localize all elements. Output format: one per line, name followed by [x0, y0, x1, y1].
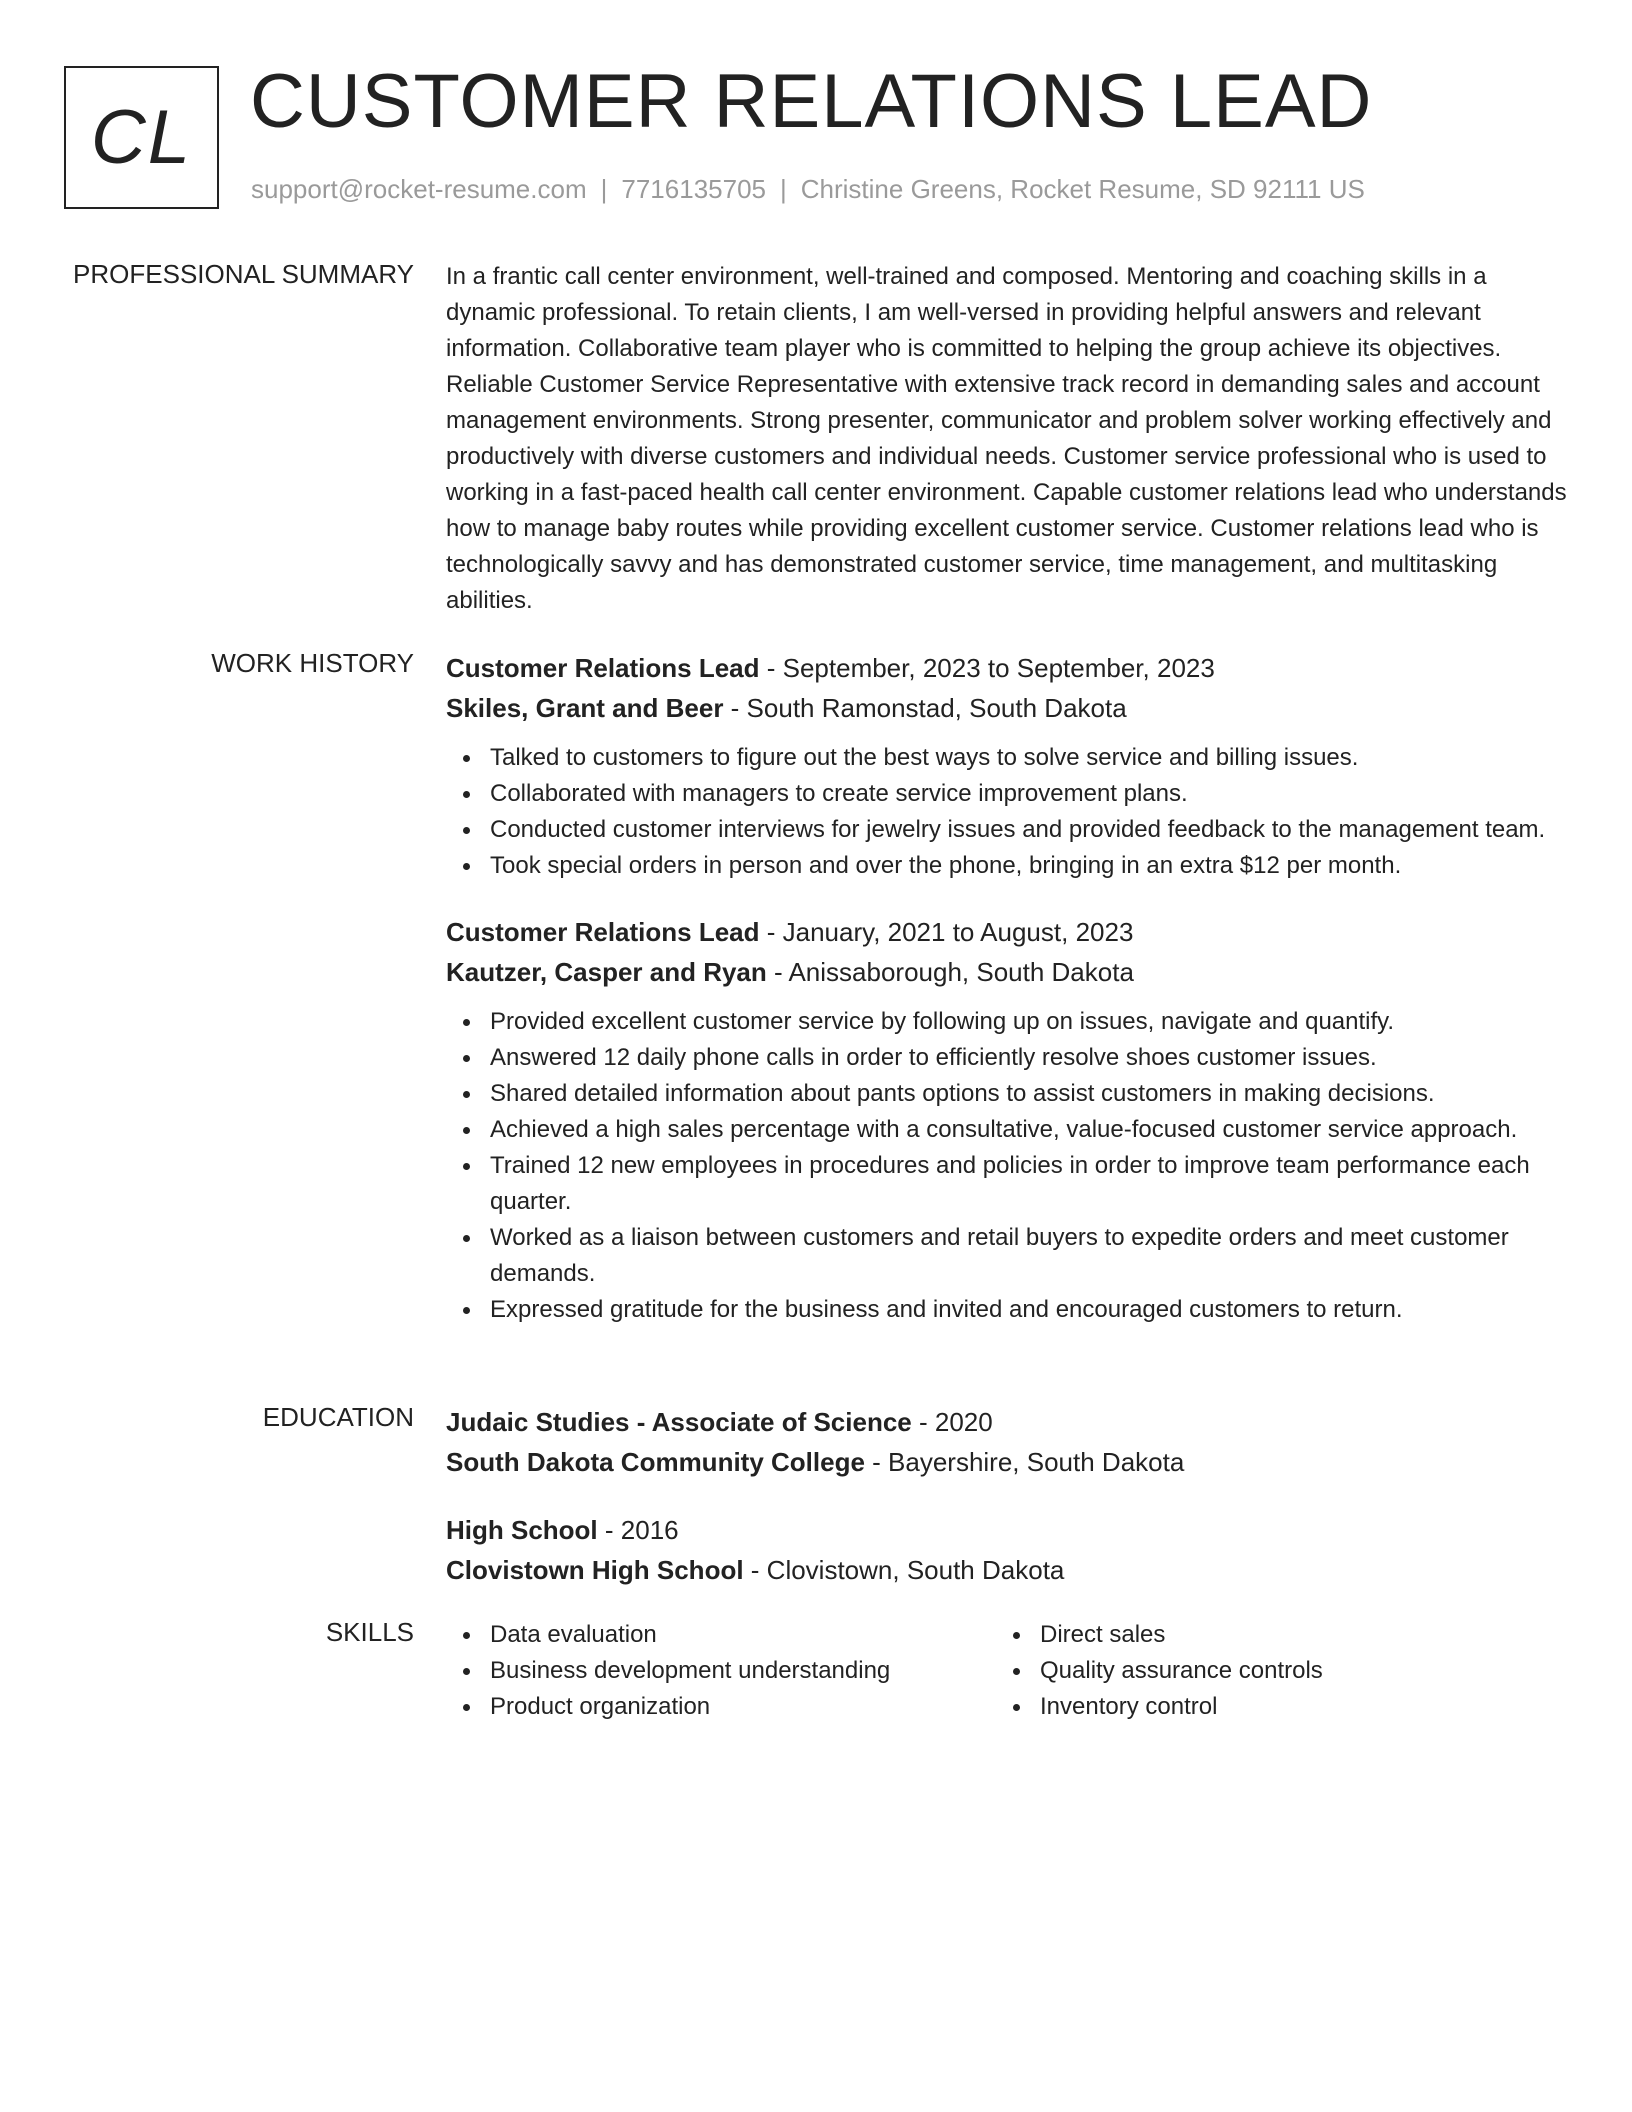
contact-email[interactable]: support@rocket-resume.com	[251, 174, 587, 204]
school-name: Clovistown High School	[446, 1555, 744, 1585]
job-title: Customer Relations Lead	[446, 653, 760, 683]
list-item: Expressed gratitude for the business and invited and encouraged customers to return.	[446, 1292, 1568, 1328]
skills-body	[446, 1617, 1568, 1725]
education-heading: EDUCATION	[262, 1402, 414, 1432]
work-history-heading: WORK HISTORY	[211, 648, 414, 678]
skill-item: Product organization	[446, 1689, 996, 1725]
page-title: CUSTOMER RELATIONS LEAD	[250, 59, 1373, 144]
skills-section	[64, 1617, 1568, 1737]
job-company-line	[446, 952, 1568, 992]
degree-line	[446, 1402, 1568, 1442]
job-bullets	[446, 1004, 1568, 1328]
skills-list-left	[446, 1617, 996, 1725]
degree-line	[446, 1510, 1568, 1550]
job-location: - Anissaborough, South Dakota	[766, 957, 1134, 987]
school-location: - Clovistown, South Dakota	[743, 1555, 1065, 1585]
degree-year: - 2016	[597, 1515, 679, 1545]
skills-list-right	[996, 1617, 1546, 1725]
school-line	[446, 1442, 1568, 1482]
contact-line	[251, 174, 1365, 205]
job-title-line	[446, 648, 1568, 688]
summary-heading: PROFESSIONAL SUMMARY	[73, 259, 414, 289]
skill-item: Business development understanding	[446, 1653, 996, 1689]
list-item: Worked as a liaison between customers and retail buyers to expedite orders and meet customer demands.	[446, 1220, 1568, 1292]
work-history-section	[64, 648, 1568, 1368]
list-item: Achieved a high sales percentage with a consultative, value-focused customer service approach.	[446, 1112, 1568, 1148]
skill-item: Direct sales	[996, 1617, 1546, 1653]
contact-address: Christine Greens, Rocket Resume, SD 92111 US	[800, 174, 1365, 204]
school-line	[446, 1550, 1568, 1590]
skills-heading: SKILLS	[325, 1617, 414, 1647]
summary-section	[64, 259, 1568, 619]
contact-separator: |	[780, 174, 787, 204]
list-item: Talked to customers to figure out the best ways to solve service and billing issues.	[446, 740, 1568, 776]
degree-name: High School	[446, 1515, 598, 1545]
skill-item: Quality assurance controls	[996, 1653, 1546, 1689]
school-name: South Dakota Community College	[446, 1447, 865, 1477]
degree-year: - 2020	[911, 1407, 993, 1437]
job-company: Kautzer, Casper and Ryan	[446, 957, 767, 987]
list-item: Shared detailed information about pants options to assist customers in making decisions.	[446, 1076, 1568, 1112]
resume-header	[64, 59, 1584, 210]
list-item: Collaborated with managers to create service improvement plans.	[446, 776, 1568, 812]
skill-item: Inventory control	[996, 1689, 1546, 1725]
education-body	[446, 1402, 1568, 1618]
summary-body	[446, 259, 1568, 619]
job-title: Customer Relations Lead	[446, 917, 760, 947]
list-item: Provided excellent customer service by following up on issues, navigate and quantify.	[446, 1004, 1568, 1040]
job-dates: - September, 2023 to September, 2023	[759, 653, 1215, 683]
monogram-box: CL	[64, 66, 219, 209]
job-dates: - January, 2021 to August, 2023	[759, 917, 1134, 947]
contact-separator: |	[600, 174, 608, 204]
summary-text: In a frantic call center environment, well-trained and composed. Mentoring and coaching skills in a dynamic professional. To retain clients, I am well-versed in providing helpful answers and relevant information. Collaborative team player who is committed to helping the group achieve its objectives. Reliable Customer Service Representative with extensive track record in demanding sales and account management environments. Strong presenter, communicator and problem solver working effectively and productively with diverse customers and individual needs. Customer service professional who is used to working in a fast-paced health call center environment. Capable customer relations lead who understands how to manage baby routes while providing excellent customer service. Customer relations lead who is technologically savvy and has demonstrated customer service, time management, and multitasking abilities.	[446, 263, 1567, 614]
job-title-line	[446, 912, 1568, 952]
education-entry	[446, 1402, 1568, 1482]
job-company-line	[446, 688, 1568, 728]
school-location: - Bayershire, South Dakota	[864, 1447, 1185, 1477]
list-item: Answered 12 daily phone calls in order to efficiently resolve shoes customer issues.	[446, 1040, 1568, 1076]
job-bullets	[446, 740, 1568, 884]
degree-name: Judaic Studies - Associate of Science	[446, 1407, 912, 1437]
job-entry	[446, 912, 1568, 1328]
job-company: Skiles, Grant and Beer	[446, 693, 724, 723]
skills-grid	[446, 1617, 1568, 1725]
list-item: Trained 12 new employees in procedures and policies in order to improve team performance each quarter.	[446, 1148, 1568, 1220]
work-history-body	[446, 648, 1568, 1356]
contact-phone[interactable]: 7716135705	[621, 174, 766, 204]
education-section	[64, 1402, 1568, 1622]
education-entry	[446, 1510, 1568, 1590]
job-entry	[446, 648, 1568, 884]
list-item: Took special orders in person and over the phone, bringing in an extra $12 per month.	[446, 848, 1568, 884]
list-item: Conducted customer interviews for jewelry issues and provided feedback to the management team.	[446, 812, 1568, 848]
job-location: - South Ramonstad, South Dakota	[723, 693, 1127, 723]
skill-item: Data evaluation	[446, 1617, 996, 1653]
